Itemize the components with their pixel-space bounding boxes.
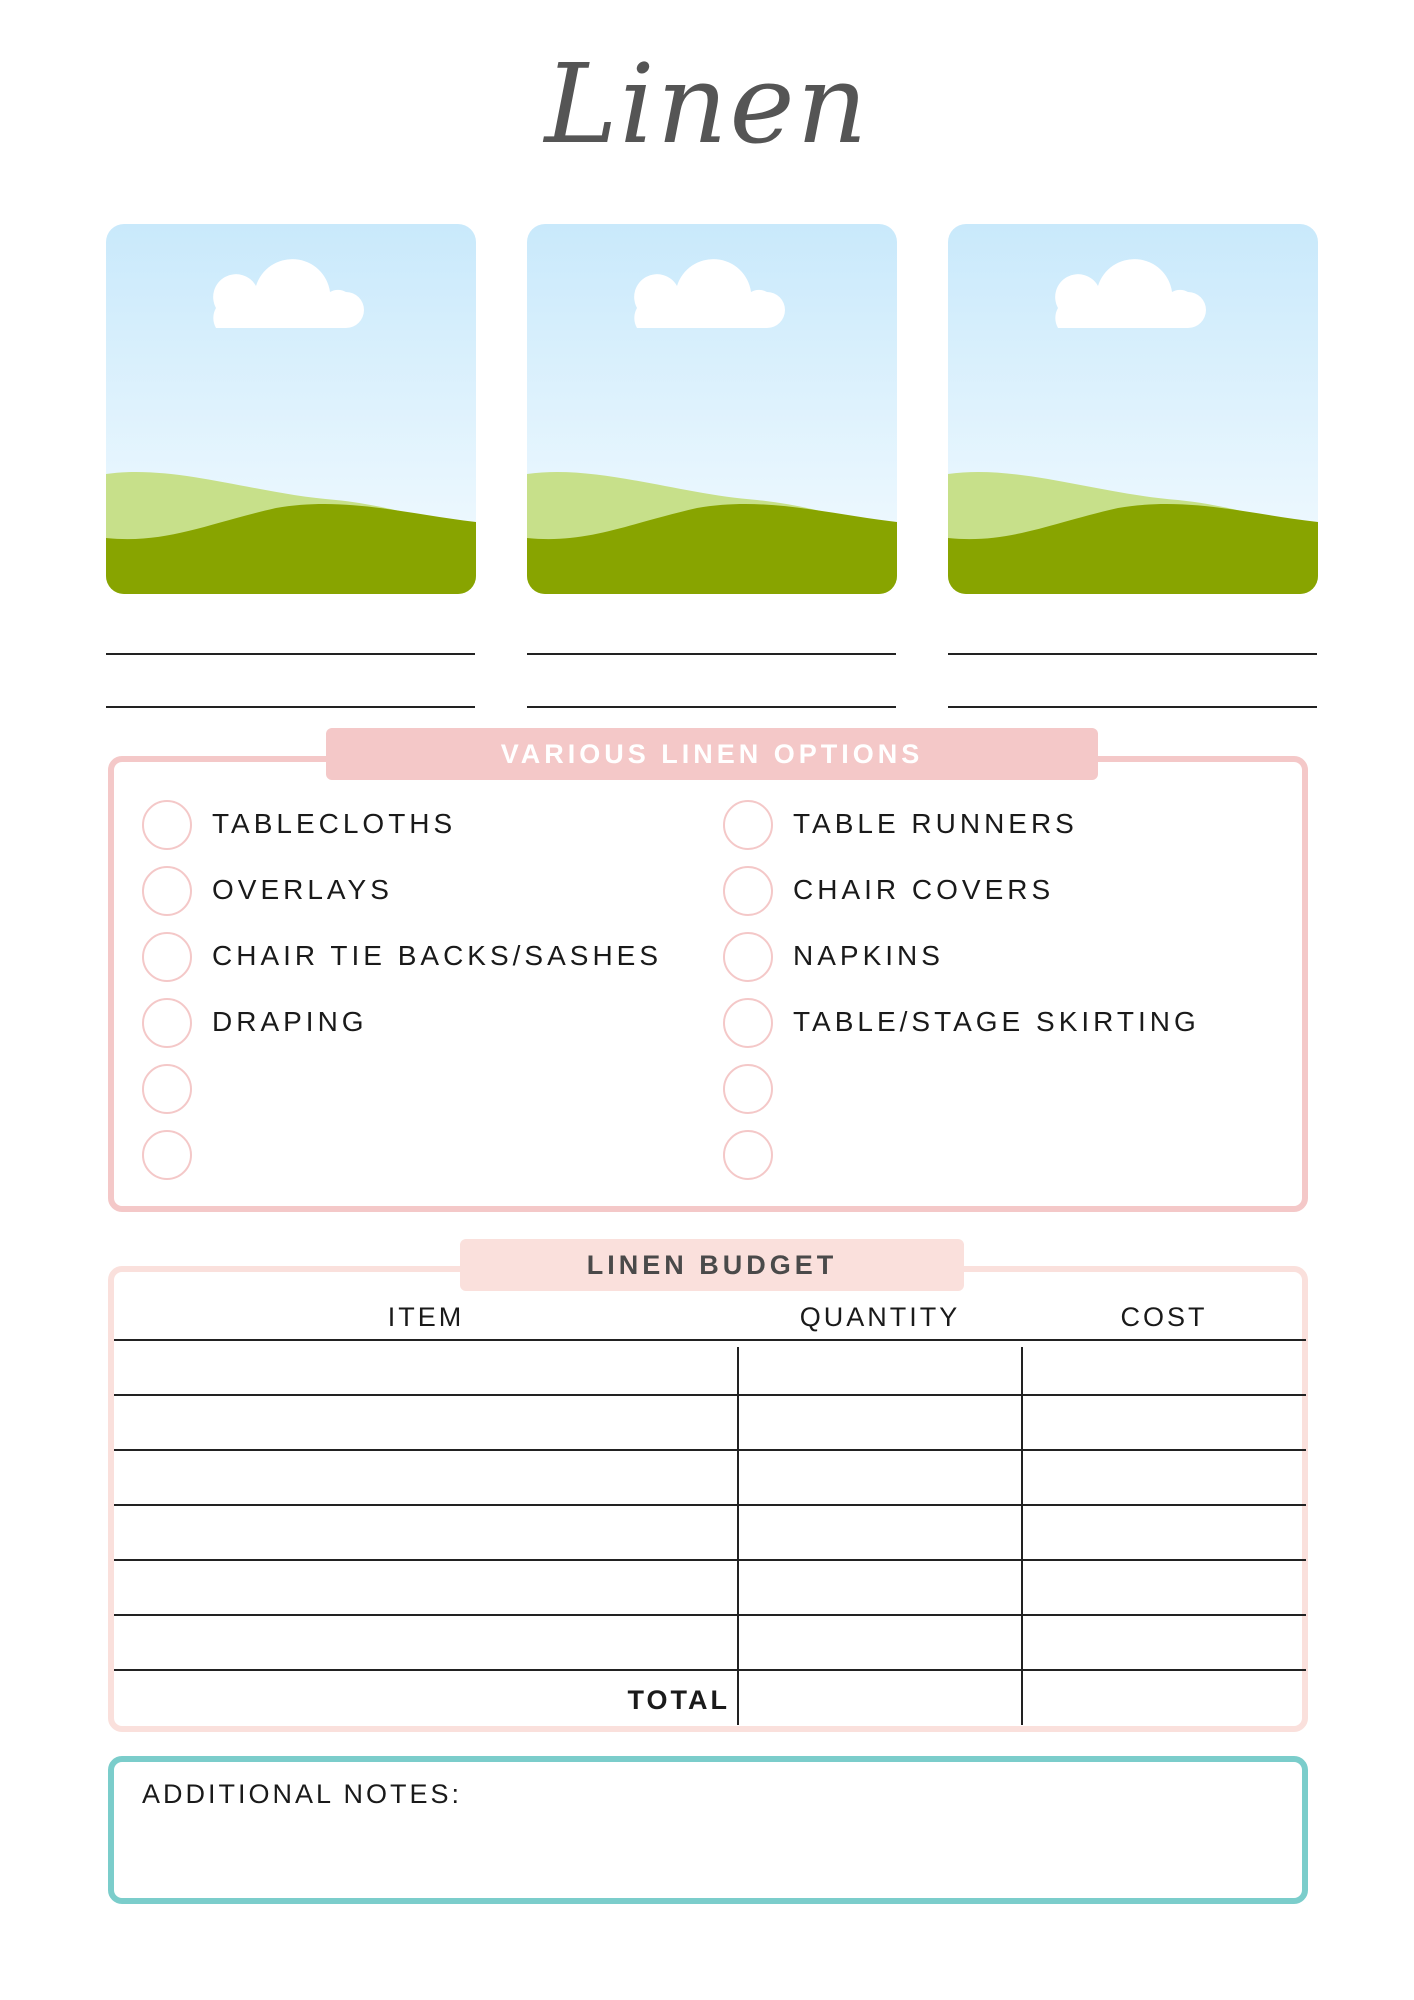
checkbox-circle[interactable] [142,1064,192,1114]
table-row-divider [114,1614,1306,1616]
checkbox-circle[interactable] [723,1130,773,1180]
option-label: NAPKINS [793,940,944,971]
photo-placeholder-3[interactable] [948,224,1318,594]
table-row-divider [114,1394,1306,1396]
caption-line[interactable] [948,706,1317,708]
column-header-item: ITEM [387,1302,465,1332]
column-header-quantity: QUANTITY [799,1302,961,1332]
table-row-divider [114,1669,1306,1671]
option-label: TABLECLOTHS [212,808,457,839]
checkbox-circle[interactable] [723,998,773,1048]
table-row-divider [114,1504,1306,1506]
option-label: CHAIR COVERS [793,874,1055,905]
photo-placeholder-2[interactable] [527,224,897,594]
checkbox-circle[interactable] [723,800,773,850]
checkbox-circle[interactable] [142,800,192,850]
linen-options-header: VARIOUS LINEN OPTIONS [326,728,1098,780]
photo-placeholder-1[interactable] [106,224,476,594]
column-header-cost: COST [1120,1302,1208,1332]
table-column-divider [1021,1347,1023,1725]
option-label: TABLE/STAGE SKIRTING [793,1006,1200,1037]
checkbox-circle[interactable] [142,1130,192,1180]
caption-line[interactable] [106,706,475,708]
table-row-divider [114,1559,1306,1561]
checkbox-circle[interactable] [723,866,773,916]
caption-line[interactable] [527,653,896,655]
caption-line[interactable] [948,653,1317,655]
checkbox-circle[interactable] [723,932,773,982]
checkbox-circle[interactable] [142,866,192,916]
table-column-divider [737,1347,739,1725]
linen-budget-box [108,1266,1308,1732]
table-row-divider [114,1339,1306,1341]
linen-budget-header: LINEN BUDGET [460,1239,964,1291]
caption-line[interactable] [106,653,475,655]
checkbox-circle[interactable] [723,1064,773,1114]
checkbox-circle[interactable] [142,998,192,1048]
caption-line[interactable] [527,706,896,708]
total-label: TOTAL [627,1685,730,1715]
option-label: TABLE RUNNERS [793,808,1078,839]
table-row-divider [114,1449,1306,1451]
additional-notes-label: ADDITIONAL NOTES: [142,1779,463,1809]
page-title: Linen [544,40,870,168]
option-label: OVERLAYS [212,874,393,905]
option-label: DRAPING [212,1006,368,1037]
option-label: CHAIR TIE BACKS/SASHES [212,940,663,971]
checkbox-circle[interactable] [142,932,192,982]
